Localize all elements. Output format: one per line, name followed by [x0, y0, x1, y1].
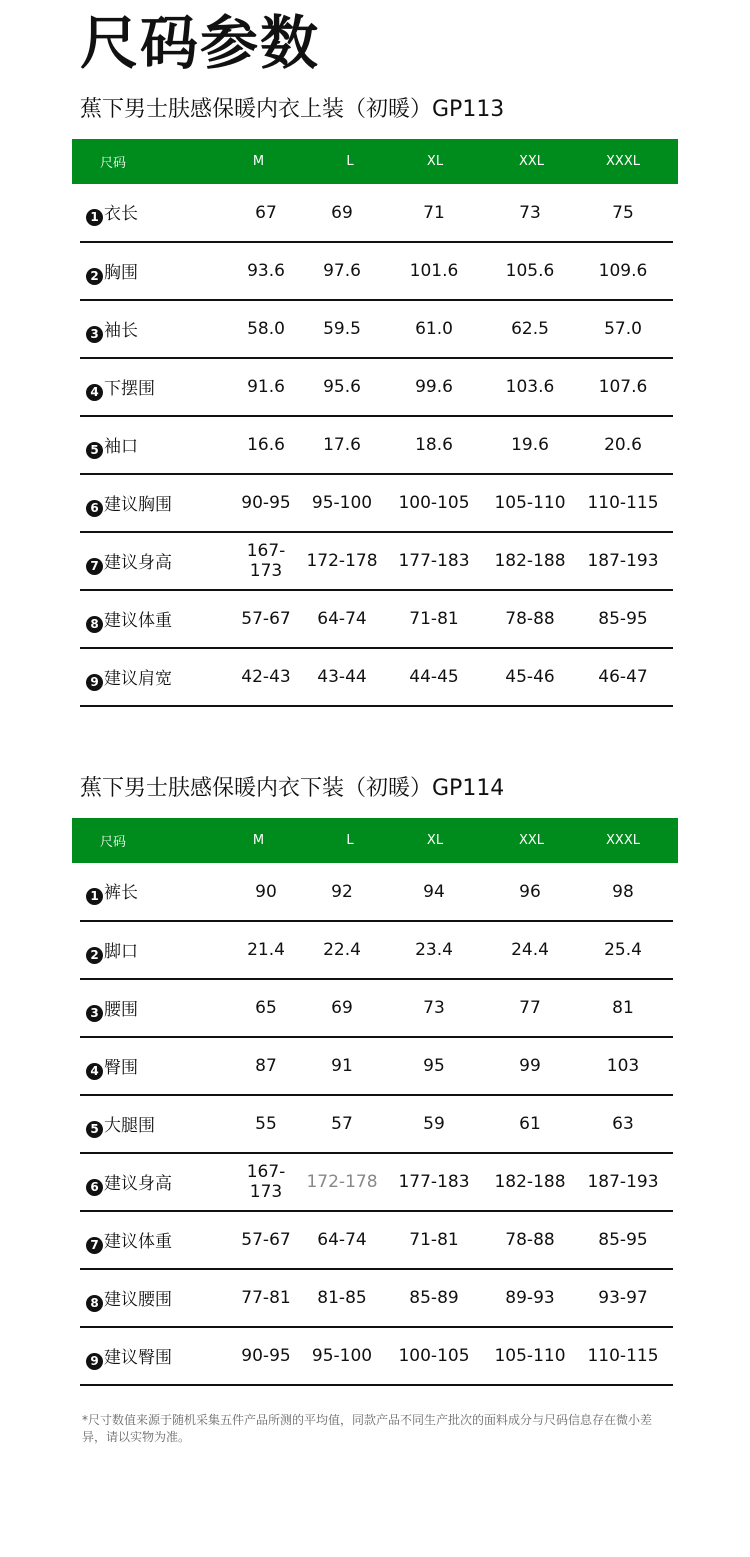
table-cell: 90	[255, 881, 277, 902]
table-cell: 103	[606, 1056, 640, 1076]
bottom-table-subtitle: 蕉下男士肤感保暖内衣下装（初暖）GP114	[80, 776, 505, 801]
number-circle-icon: 4	[86, 384, 103, 401]
number-circle-icon: 7	[86, 1237, 103, 1254]
row-label-text: 裤长	[104, 883, 138, 903]
row-label-text: 脚口	[104, 941, 138, 962]
table-cell: 100-105	[398, 1346, 470, 1366]
table-cell: 21.4	[247, 940, 285, 960]
number-circle-icon: 9	[86, 1353, 103, 1370]
table-cell: 61.0	[415, 319, 453, 339]
header-size-1: M	[252, 154, 265, 169]
table-cell: 93.6	[247, 261, 285, 281]
number-circle-icon: 6	[86, 1179, 103, 1196]
number-circle-icon: 7	[86, 558, 103, 575]
table-header	[72, 818, 678, 863]
table-cell: 110-115	[587, 493, 659, 513]
row-label-text: 大腿围	[104, 1115, 155, 1136]
row-label	[80, 258, 230, 285]
table-cell: 172-178	[306, 551, 378, 571]
row-label	[80, 937, 230, 964]
number-circle-icon: 3	[86, 326, 103, 343]
table-cell: 25.4	[604, 940, 642, 960]
number-circle-icon: 5	[86, 1121, 103, 1138]
table-cell: 59.5	[323, 319, 361, 339]
table-cell: 24.4	[511, 940, 549, 960]
row-label	[80, 1169, 230, 1196]
table-cell: 105.6	[505, 261, 555, 281]
row-label	[80, 878, 230, 905]
table-cell: 99.6	[415, 377, 453, 397]
table-cell: 103.6	[505, 377, 555, 397]
table-cell: 99	[519, 1056, 541, 1076]
table-row	[80, 863, 673, 922]
table-cell: 101.6	[409, 261, 459, 281]
table-cell: 187-193	[587, 1172, 659, 1192]
table-row	[80, 1328, 673, 1386]
table-row	[80, 1212, 673, 1270]
table-cell: 95	[423, 1056, 445, 1076]
table-cell: 44-45	[409, 667, 459, 687]
table-cell: 91	[331, 1056, 353, 1076]
number-circle-icon: 8	[86, 616, 103, 633]
table-cell: 57-67	[241, 609, 291, 629]
row-label	[80, 374, 230, 401]
row-label-text: 腰围	[104, 999, 138, 1020]
table-cell: 55	[255, 1114, 277, 1134]
table-cell: 105-110	[494, 493, 566, 513]
table-cell: 46-47	[598, 667, 648, 687]
number-circle-icon: 8	[86, 1295, 103, 1312]
table-row	[80, 184, 673, 243]
table-cell: 109.6	[598, 261, 648, 281]
number-circle-icon: 2	[86, 947, 103, 964]
table-cell: 81	[612, 998, 634, 1018]
table-cell: 85-95	[598, 609, 648, 629]
table-cell: 95-100	[311, 493, 373, 513]
header-size-label: 尺码	[100, 835, 127, 850]
table-cell: 89-93	[505, 1288, 555, 1308]
header-size-3: XL	[426, 154, 444, 169]
table-cell: 94	[423, 881, 445, 902]
table-cell: 87	[255, 1056, 277, 1076]
table-row	[80, 475, 673, 533]
table-cell: 57.0	[604, 319, 642, 339]
table-cell: 57	[331, 1114, 353, 1134]
row-label	[80, 664, 230, 691]
header-size-2: L	[346, 833, 354, 848]
table-cell: 23.4	[415, 940, 453, 960]
table-cell: 90-95	[241, 1346, 291, 1366]
row-label	[80, 1227, 230, 1254]
table-cell: 64-74	[317, 1230, 367, 1250]
table-cell: 71	[423, 202, 445, 223]
row-label-text: 袖口	[104, 436, 138, 457]
table-cell: 20.6	[604, 435, 642, 455]
table-cell: 77	[519, 998, 541, 1018]
row-label	[80, 995, 230, 1022]
table-cell: 85-89	[409, 1288, 459, 1308]
table-cell: 107.6	[598, 377, 648, 397]
table-cell: 92	[331, 881, 353, 902]
header-size-4: XXL	[518, 154, 545, 169]
table-header	[72, 139, 678, 184]
table-cell: 105-110	[494, 1346, 566, 1366]
number-circle-icon: 5	[86, 442, 103, 459]
row-label-text: 建议身高	[104, 552, 172, 573]
number-circle-icon: 1	[86, 888, 103, 905]
table-cell: 93-97	[598, 1288, 648, 1308]
table-cell: 45-46	[505, 667, 555, 687]
row-label	[80, 606, 230, 633]
table-row	[80, 922, 673, 980]
footnote: *尺寸数值来源于随机采集五件产品所测的平均值，同款产品不同生产批次的面料成分与尺码信息存在微小差异，请以实物为准。	[82, 1413, 653, 1444]
table-cell: 177-183	[398, 551, 470, 571]
row-label	[80, 316, 230, 343]
table-cell: 172-178	[306, 1172, 378, 1192]
row-label	[80, 1053, 230, 1080]
row-label	[80, 490, 230, 517]
table-cell: 17.6	[323, 435, 361, 455]
number-circle-icon: 2	[86, 268, 103, 285]
table-cell: 90-95	[241, 493, 291, 513]
table-cell: 19.6	[511, 435, 549, 455]
table-cell: 95-100	[311, 1346, 373, 1366]
top-size-table	[72, 139, 678, 707]
table-cell: 91.6	[247, 377, 285, 397]
number-circle-icon: 1	[86, 209, 103, 226]
top-table-subtitle: 蕉下男士肤感保暖内衣上装（初暖）GP113	[80, 97, 505, 122]
table-cell: 85-95	[598, 1230, 648, 1250]
table-row	[80, 591, 673, 649]
row-label-text: 建议体重	[104, 610, 172, 631]
table-row	[80, 533, 673, 591]
table-cell: 61	[519, 1114, 541, 1134]
number-circle-icon: 3	[86, 1005, 103, 1022]
table-row	[80, 1038, 673, 1096]
table-cell: 96	[519, 881, 541, 902]
table-cell: 100-105	[398, 493, 470, 513]
table-cell: 78-88	[505, 609, 555, 629]
row-label	[80, 199, 230, 226]
row-label-text: 建议腰围	[104, 1289, 172, 1310]
table-cell: 110-115	[587, 1346, 659, 1366]
row-label-text: 衣长	[104, 204, 138, 224]
number-circle-icon: 6	[86, 500, 103, 517]
table-cell: 71-81	[409, 609, 459, 629]
table-cell: 42-43	[241, 667, 291, 687]
table-cell: 18.6	[415, 435, 453, 455]
table-row	[80, 301, 673, 359]
table-cell: 81-85	[317, 1288, 367, 1308]
table-row	[80, 1096, 673, 1154]
table-cell: 65	[255, 998, 277, 1018]
table-cell: 167-173	[246, 541, 286, 581]
row-label	[80, 1111, 230, 1138]
table-row	[80, 1154, 673, 1212]
row-label	[80, 1285, 230, 1312]
header-size-4: XXL	[518, 833, 545, 848]
table-cell: 58.0	[247, 319, 285, 339]
table-row	[80, 417, 673, 475]
row-label-text: 建议臀围	[104, 1347, 172, 1368]
header-size-3: XL	[426, 833, 444, 848]
table-cell: 77-81	[241, 1288, 291, 1308]
row-label-text: 建议体重	[104, 1231, 172, 1252]
table-row	[80, 1270, 673, 1328]
number-circle-icon: 4	[86, 1063, 103, 1080]
table-row	[80, 243, 673, 301]
row-label-text: 建议身高	[104, 1173, 172, 1194]
table-cell: 43-44	[317, 667, 367, 687]
table-row	[80, 980, 673, 1038]
row-label-text: 臀围	[104, 1057, 138, 1078]
table-cell: 182-188	[494, 1172, 566, 1192]
table-cell: 63	[612, 1114, 634, 1134]
header-size-1: M	[252, 833, 265, 848]
row-label	[80, 432, 230, 459]
row-label	[80, 1343, 230, 1370]
row-label-text: 下摆围	[104, 378, 155, 399]
page-title: 尺码参数	[80, 9, 321, 77]
header-size-2: L	[346, 154, 354, 169]
row-label	[80, 548, 230, 575]
table-row	[80, 359, 673, 417]
table-cell: 22.4	[323, 940, 361, 960]
header-size-5: XXXL	[606, 833, 640, 848]
table-cell: 64-74	[317, 609, 367, 629]
table-cell: 182-188	[494, 551, 566, 571]
table-cell: 98	[612, 881, 634, 902]
table-cell: 177-183	[398, 1172, 470, 1192]
table-cell: 187-193	[587, 551, 659, 571]
table-cell: 95.6	[323, 377, 361, 397]
table-cell: 71-81	[409, 1230, 459, 1250]
table-cell: 78-88	[505, 1230, 555, 1250]
table-cell: 59	[423, 1114, 445, 1134]
row-label-text: 胸围	[104, 262, 138, 283]
table-cell: 57-67	[241, 1230, 291, 1250]
table-cell: 67	[255, 202, 277, 223]
table-row	[80, 649, 673, 707]
table-cell: 73	[519, 202, 541, 223]
table-cell: 73	[423, 998, 445, 1018]
bottom-size-table	[72, 818, 678, 1386]
table-cell: 97.6	[323, 261, 361, 281]
header-size-label: 尺码	[100, 156, 127, 171]
header-size-5: XXXL	[606, 154, 640, 169]
table-cell: 75	[612, 202, 634, 223]
table-cell: 69	[331, 202, 353, 223]
table-cell: 16.6	[247, 435, 285, 455]
row-label-text: 袖长	[104, 320, 138, 341]
table-cell: 69	[331, 998, 353, 1018]
row-label-text: 建议胸围	[104, 494, 172, 515]
table-cell: 167-173	[246, 1162, 286, 1202]
number-circle-icon: 9	[86, 674, 103, 691]
table-cell: 62.5	[511, 319, 549, 339]
row-label-text: 建议肩宽	[104, 668, 172, 689]
